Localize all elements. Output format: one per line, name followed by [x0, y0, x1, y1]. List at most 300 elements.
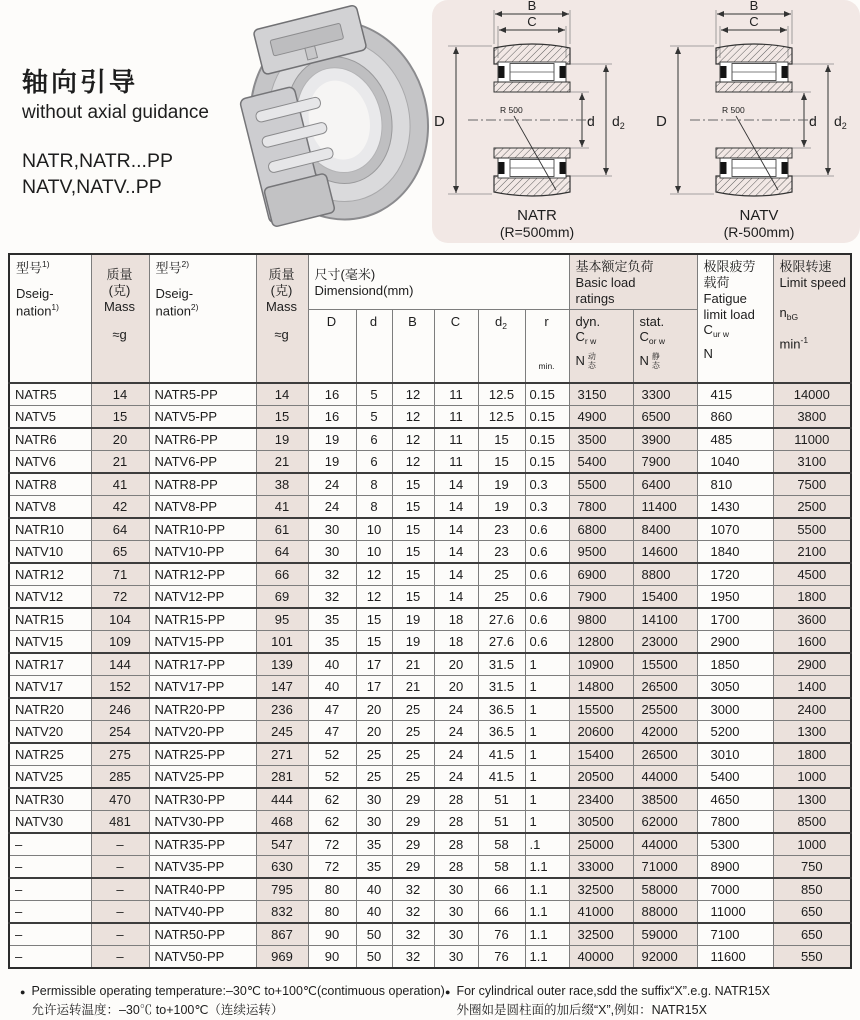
cell-dim-r: 1 [525, 743, 569, 766]
cell-dim-d2: 51 [478, 810, 525, 833]
cell-dim-d2: 19 [478, 495, 525, 518]
cell-designation-2: NATR17-PP [149, 653, 256, 676]
cell-dim-C: 28 [434, 788, 478, 811]
cell-dim-B: 12 [392, 450, 434, 473]
dim-label-C: C [527, 14, 537, 29]
cell-designation-1: – [9, 945, 91, 968]
cell-fatigue-load: 4650 [697, 788, 773, 811]
cell-stat-load: 62000 [633, 810, 697, 833]
cell-dim-r: 1 [525, 698, 569, 721]
cell-dim-d: 35 [356, 855, 392, 878]
cell-fatigue-load: 11600 [697, 945, 773, 968]
cell-designation-1: NATV25 [9, 765, 91, 788]
cell-dim-d2: 31.5 [478, 675, 525, 698]
note-temperature [20, 982, 445, 1020]
cell-fatigue-load: 1840 [697, 540, 773, 563]
cell-dim-d: 17 [356, 653, 392, 676]
table-row [9, 405, 851, 428]
cell-dyn-load: 33000 [569, 855, 633, 878]
cell-dim-d: 8 [356, 473, 392, 496]
subcol-header-d2: $d_2$ [478, 309, 525, 383]
table-row [9, 945, 851, 968]
cell-dim-d2: 76 [478, 923, 525, 946]
cell-dim-d2: 36.5 [478, 698, 525, 721]
cell-dyn-load: 7800 [569, 495, 633, 518]
cell-dim-d2: 58 [478, 855, 525, 878]
cell-dim-D: 90 [308, 923, 356, 946]
cell-dim-B: 15 [392, 495, 434, 518]
table-row [9, 698, 851, 721]
cell-dim-B: 15 [392, 540, 434, 563]
cell-mass-1: 20 [91, 428, 149, 451]
cell-stat-load: 44000 [633, 765, 697, 788]
cell-fatigue-load: 5400 [697, 765, 773, 788]
cell-dim-d2: 12.5 [478, 383, 525, 406]
table-row [9, 833, 851, 856]
col-header-mass-1: 质量 (克) Mass ≈g [91, 254, 149, 383]
cell-mass-2: 38 [256, 473, 308, 496]
cell-dim-d: 25 [356, 765, 392, 788]
cell-dim-d: 8 [356, 495, 392, 518]
cell-limit-speed: 650 [773, 923, 851, 946]
cell-dim-d2: 23 [478, 518, 525, 541]
cell-stat-load: 15400 [633, 585, 697, 608]
table-row [9, 810, 851, 833]
cell-stat-load: 38500 [633, 788, 697, 811]
cell-dim-C: 14 [434, 495, 478, 518]
cell-dim-D: 24 [308, 495, 356, 518]
cell-dim-r: 1 [525, 810, 569, 833]
col-header-limit-speed: 极限转速 Limit speed $n_{bG}$ $\min^{-1}$ [773, 254, 851, 383]
cell-dim-C: 24 [434, 720, 478, 743]
cell-limit-speed: 650 [773, 900, 851, 923]
cell-mass-2: 14 [256, 383, 308, 406]
cell-limit-speed: 1600 [773, 630, 851, 653]
table-row [9, 563, 851, 586]
cell-dim-d2: 51 [478, 788, 525, 811]
cell-mass-2: 15 [256, 405, 308, 428]
cell-limit-speed: 1800 [773, 585, 851, 608]
col-header-fatigue-load: 极限疲劳 载荷 Fatigue limit load $C_{ur w}$ N [697, 254, 773, 383]
cell-dim-d: 50 [356, 923, 392, 946]
cell-dim-d: 6 [356, 450, 392, 473]
cell-stat-load: 58000 [633, 878, 697, 901]
cell-dim-B: 25 [392, 743, 434, 766]
cell-fatigue-load: 3010 [697, 743, 773, 766]
cell-dyn-load: 12800 [569, 630, 633, 653]
cell-dim-C: 30 [434, 923, 478, 946]
cell-stat-load: 14100 [633, 608, 697, 631]
subcol-header-dyn: dyn. $C_{r w}$ N 动 态 [569, 309, 633, 383]
cell-mass-1: 109 [91, 630, 149, 653]
cell-dim-C: 14 [434, 473, 478, 496]
cell-fatigue-load: 1700 [697, 608, 773, 631]
table-body [9, 383, 851, 968]
cell-dim-C: 30 [434, 945, 478, 968]
cell-dyn-load: 32500 [569, 878, 633, 901]
cell-designation-2: NATR12-PP [149, 563, 256, 586]
series-line-natv: NATV,NATV..PP [22, 176, 162, 199]
subcol-header-r: r min. [525, 309, 569, 383]
cell-dim-C: 14 [434, 563, 478, 586]
cell-mass-1: 144 [91, 653, 149, 676]
cell-stat-load: 6400 [633, 473, 697, 496]
cell-mass-1: 152 [91, 675, 149, 698]
cell-designation-1: – [9, 833, 91, 856]
cell-dim-d: 5 [356, 383, 392, 406]
cell-limit-speed: 850 [773, 878, 851, 901]
cell-dim-D: 32 [308, 563, 356, 586]
cell-fatigue-load: 1040 [697, 450, 773, 473]
table-row [9, 765, 851, 788]
cell-designation-1: NATR5 [9, 383, 91, 406]
cell-fatigue-load: 11000 [697, 900, 773, 923]
cell-fatigue-load: 415 [697, 383, 773, 406]
cell-designation-1: NATV17 [9, 675, 91, 698]
cell-dim-B: 32 [392, 923, 434, 946]
cell-dim-B: 29 [392, 810, 434, 833]
intro-text-block [22, 62, 209, 201]
cell-dyn-load: 20500 [569, 765, 633, 788]
diagram-panel [432, 0, 860, 243]
cell-dim-B: 21 [392, 653, 434, 676]
cell-limit-speed: 1300 [773, 788, 851, 811]
cell-dim-r: 0.6 [525, 563, 569, 586]
note-temperature-en: Permissible operating temperature:–30℃ to+100℃(contimuous operation) [31, 983, 445, 998]
table-row [9, 878, 851, 901]
cell-dyn-load: 5400 [569, 450, 633, 473]
cell-limit-speed: 2500 [773, 495, 851, 518]
cell-dim-d: 15 [356, 630, 392, 653]
cell-dim-C: 20 [434, 675, 478, 698]
cell-stat-load: 88000 [633, 900, 697, 923]
cell-mass-1: – [91, 878, 149, 901]
cell-designation-1: – [9, 855, 91, 878]
cell-dyn-load: 32500 [569, 923, 633, 946]
cell-dim-d: 12 [356, 563, 392, 586]
cell-dim-C: 28 [434, 833, 478, 856]
cell-mass-1: – [91, 833, 149, 856]
cell-dyn-load: 5500 [569, 473, 633, 496]
cell-fatigue-load: 1720 [697, 563, 773, 586]
cell-mass-2: 66 [256, 563, 308, 586]
cell-limit-speed: 5500 [773, 518, 851, 541]
dim-label-B: B [527, 0, 537, 13]
cell-designation-2: NATV5-PP [149, 405, 256, 428]
diagram-caption-natr: NATR [517, 207, 557, 224]
table-row [9, 653, 851, 676]
bearing-photo [220, 2, 438, 242]
cell-designation-1: NATV8 [9, 495, 91, 518]
cell-mass-2: 41 [256, 495, 308, 518]
cell-limit-speed: 750 [773, 855, 851, 878]
cell-stat-load: 6500 [633, 405, 697, 428]
table-row [9, 743, 851, 766]
table-row [9, 383, 851, 406]
cell-fatigue-load: 7000 [697, 878, 773, 901]
cell-dim-r: 0.6 [525, 585, 569, 608]
cell-fatigue-load: 2900 [697, 630, 773, 653]
cell-designation-1: NATR17 [9, 653, 91, 676]
cell-designation-2: NATV25-PP [149, 765, 256, 788]
cell-dyn-load: 41000 [569, 900, 633, 923]
cell-dyn-load: 15400 [569, 743, 633, 766]
cell-dim-d2: 25 [478, 585, 525, 608]
cell-dim-D: 19 [308, 428, 356, 451]
cell-dyn-load: 15500 [569, 698, 633, 721]
footnotes [20, 982, 852, 1020]
cell-dim-B: 15 [392, 518, 434, 541]
cell-mass-1: 275 [91, 743, 149, 766]
cell-dim-r: .1 [525, 833, 569, 856]
cell-dim-r: 1 [525, 720, 569, 743]
cell-dim-d2: 41.5 [478, 765, 525, 788]
cell-dim-d: 5 [356, 405, 392, 428]
cell-mass-2: 236 [256, 698, 308, 721]
subcol-header-C: C [434, 309, 478, 383]
cell-dim-D: 35 [308, 608, 356, 631]
cell-designation-1: NATV30 [9, 810, 91, 833]
cell-dim-d2: 27.6 [478, 608, 525, 631]
cell-designation-2: NATR30-PP [149, 788, 256, 811]
cell-dim-r: 0.15 [525, 428, 569, 451]
bullet-icon: ● [445, 986, 451, 997]
cell-dim-r: 1 [525, 675, 569, 698]
cell-stat-load: 8800 [633, 563, 697, 586]
cell-dim-D: 30 [308, 518, 356, 541]
cell-fatigue-load: 485 [697, 428, 773, 451]
cell-dyn-load: 30500 [569, 810, 633, 833]
table-row [9, 923, 851, 946]
cell-mass-2: 832 [256, 900, 308, 923]
cell-dyn-load: 9800 [569, 608, 633, 631]
cell-limit-speed: 1000 [773, 833, 851, 856]
diagram-caption-natr-radius: (R=500mm) [499, 224, 575, 240]
cell-mass-1: 64 [91, 518, 149, 541]
cell-dim-d2: 12.5 [478, 405, 525, 428]
table-row [9, 900, 851, 923]
cell-fatigue-load: 1070 [697, 518, 773, 541]
cell-dim-B: 15 [392, 563, 434, 586]
note-suffix-en: For cylindrical outer race,sdd the suffix“X”.e.g. NATR15X [456, 983, 770, 998]
col-header-designation-2: 型号$^{2)}$ Dseig- nation$^{2)}$ [149, 254, 256, 383]
cell-dim-C: 11 [434, 383, 478, 406]
note-temperature-cn: 允许运转温度：–30℃ to+100℃（连续运转） [31, 1002, 284, 1017]
cell-dim-D: 24 [308, 473, 356, 496]
table-row [9, 855, 851, 878]
cell-stat-load: 3900 [633, 428, 697, 451]
cell-mass-1: – [91, 855, 149, 878]
series-line-natr: NATR,NATR...PP [22, 150, 173, 172]
cell-dim-r: 1.1 [525, 923, 569, 946]
cell-designation-1: NATR15 [9, 608, 91, 631]
spec-table [8, 253, 852, 969]
cell-mass-2: 61 [256, 518, 308, 541]
cell-fatigue-load: 1430 [697, 495, 773, 518]
cell-mass-1: – [91, 923, 149, 946]
cell-dim-B: 19 [392, 630, 434, 653]
cell-dim-C: 18 [434, 630, 478, 653]
cell-designation-1: – [9, 878, 91, 901]
table-row [9, 720, 851, 743]
cell-dim-C: 11 [434, 405, 478, 428]
cell-limit-speed: 3800 [773, 405, 851, 428]
cell-designation-2: NATV20-PP [149, 720, 256, 743]
dim-label-d2: $d_2$ [612, 113, 625, 131]
cell-dyn-load: 25000 [569, 833, 633, 856]
cell-dim-r: 1.1 [525, 855, 569, 878]
cell-stat-load: 7900 [633, 450, 697, 473]
cell-dim-C: 30 [434, 900, 478, 923]
table-row [9, 428, 851, 451]
cell-dim-B: 15 [392, 585, 434, 608]
cell-limit-speed: 550 [773, 945, 851, 968]
dim-label-d: d [587, 113, 595, 129]
cell-designation-2: NATR35-PP [149, 833, 256, 856]
cell-dim-r: 1 [525, 653, 569, 676]
cell-fatigue-load: 810 [697, 473, 773, 496]
cell-dim-d2: 31.5 [478, 653, 525, 676]
cell-designation-1: – [9, 923, 91, 946]
cell-dim-D: 62 [308, 810, 356, 833]
cell-dim-B: 12 [392, 383, 434, 406]
cell-mass-2: 139 [256, 653, 308, 676]
cell-mass-1: – [91, 945, 149, 968]
cell-designation-2: NATR25-PP [149, 743, 256, 766]
cross-section-diagrams [432, 0, 860, 243]
cell-dim-B: 12 [392, 405, 434, 428]
cell-dyn-load: 6800 [569, 518, 633, 541]
cell-mass-2: 281 [256, 765, 308, 788]
cell-designation-1: NATV10 [9, 540, 91, 563]
cell-designation-2: NATR8-PP [149, 473, 256, 496]
cell-designation-2: NATR40-PP [149, 878, 256, 901]
title-chinese: 轴向引导 [22, 67, 139, 97]
cell-dim-D: 80 [308, 900, 356, 923]
cell-dyn-load: 3150 [569, 383, 633, 406]
cell-dyn-load: 23400 [569, 788, 633, 811]
cell-fatigue-load: 3050 [697, 675, 773, 698]
cell-dim-d: 35 [356, 833, 392, 856]
cell-dyn-load: 4900 [569, 405, 633, 428]
bullet-icon: ● [20, 986, 26, 997]
cell-dim-r: 1 [525, 765, 569, 788]
cell-dim-d2: 66 [478, 900, 525, 923]
cell-dim-D: 72 [308, 833, 356, 856]
cell-dyn-load: 9500 [569, 540, 633, 563]
cell-mass-1: 14 [91, 383, 149, 406]
cell-mass-1: 21 [91, 450, 149, 473]
cell-dim-d2: 27.6 [478, 630, 525, 653]
cell-mass-2: 271 [256, 743, 308, 766]
col-header-designation-1: 型号$^{1)}$ Dseig- nation$^{1)}$ [9, 254, 91, 383]
cell-mass-2: 547 [256, 833, 308, 856]
cell-mass-2: 69 [256, 585, 308, 608]
cell-dyn-load: 7900 [569, 585, 633, 608]
cell-mass-2: 245 [256, 720, 308, 743]
cell-dim-r: 1.1 [525, 945, 569, 968]
cell-dim-D: 52 [308, 743, 356, 766]
cell-dim-B: 29 [392, 833, 434, 856]
cell-dim-d2: 15 [478, 428, 525, 451]
cell-fatigue-load: 1850 [697, 653, 773, 676]
cell-designation-2: NATV30-PP [149, 810, 256, 833]
cell-designation-2: NATV6-PP [149, 450, 256, 473]
cell-dim-B: 25 [392, 698, 434, 721]
cell-designation-1: NATV6 [9, 450, 91, 473]
cell-dim-C: 18 [434, 608, 478, 631]
cell-dim-d: 20 [356, 720, 392, 743]
cell-limit-speed: 2900 [773, 653, 851, 676]
cell-stat-load: 14600 [633, 540, 697, 563]
table-row [9, 585, 851, 608]
note-suffix [445, 982, 770, 1020]
cell-dim-r: 0.6 [525, 608, 569, 631]
diagram-caption-natv-radius: (R-500mm) [723, 224, 795, 240]
cell-designation-1: NATR20 [9, 698, 91, 721]
cell-dim-d: 6 [356, 428, 392, 451]
cell-dim-C: 28 [434, 810, 478, 833]
cell-dim-d: 40 [356, 900, 392, 923]
cell-dyn-load: 14800 [569, 675, 633, 698]
table-row [9, 495, 851, 518]
cell-dim-d2: 58 [478, 833, 525, 856]
series-designations [22, 148, 209, 201]
subcol-header-D: D [308, 309, 356, 383]
table-row [9, 518, 851, 541]
subcol-header-B: B [392, 309, 434, 383]
subcol-header-stat: stat. $C_{or w}$ N 静 态 [633, 309, 697, 383]
cell-dim-r: 0.6 [525, 630, 569, 653]
col-header-basic-load: 基本额定负荷 Basic load ratings [569, 254, 697, 309]
cell-limit-speed: 1000 [773, 765, 851, 788]
cell-designation-2: NATV15-PP [149, 630, 256, 653]
cell-dim-D: 16 [308, 383, 356, 406]
cell-mass-2: 630 [256, 855, 308, 878]
cell-dim-r: 0.15 [525, 405, 569, 428]
cell-designation-1: – [9, 900, 91, 923]
table-row [9, 630, 851, 653]
cell-designation-1: NATR6 [9, 428, 91, 451]
cell-dim-d: 15 [356, 608, 392, 631]
cell-dim-B: 29 [392, 855, 434, 878]
cell-dim-C: 24 [434, 743, 478, 766]
cell-designation-2: NATV50-PP [149, 945, 256, 968]
cell-dim-d: 12 [356, 585, 392, 608]
cell-dim-C: 28 [434, 855, 478, 878]
cell-designation-1: NATV15 [9, 630, 91, 653]
cell-dim-C: 30 [434, 878, 478, 901]
cell-stat-load: 44000 [633, 833, 697, 856]
cell-mass-2: 795 [256, 878, 308, 901]
cell-fatigue-load: 7800 [697, 810, 773, 833]
cell-dim-d: 25 [356, 743, 392, 766]
diagram-caption-natv: NATV [739, 207, 779, 224]
cell-fatigue-load: 3000 [697, 698, 773, 721]
cell-fatigue-load: 5300 [697, 833, 773, 856]
cell-dim-d2: 41.5 [478, 743, 525, 766]
cell-mass-1: 254 [91, 720, 149, 743]
cell-mass-2: 468 [256, 810, 308, 833]
cell-designation-2: NATV8-PP [149, 495, 256, 518]
cell-stat-load: 26500 [633, 743, 697, 766]
cell-mass-2: 969 [256, 945, 308, 968]
cell-limit-speed: 7500 [773, 473, 851, 496]
cell-dim-B: 25 [392, 720, 434, 743]
cell-dim-r: 0.6 [525, 540, 569, 563]
cell-dim-B: 19 [392, 608, 434, 631]
table-row [9, 473, 851, 496]
